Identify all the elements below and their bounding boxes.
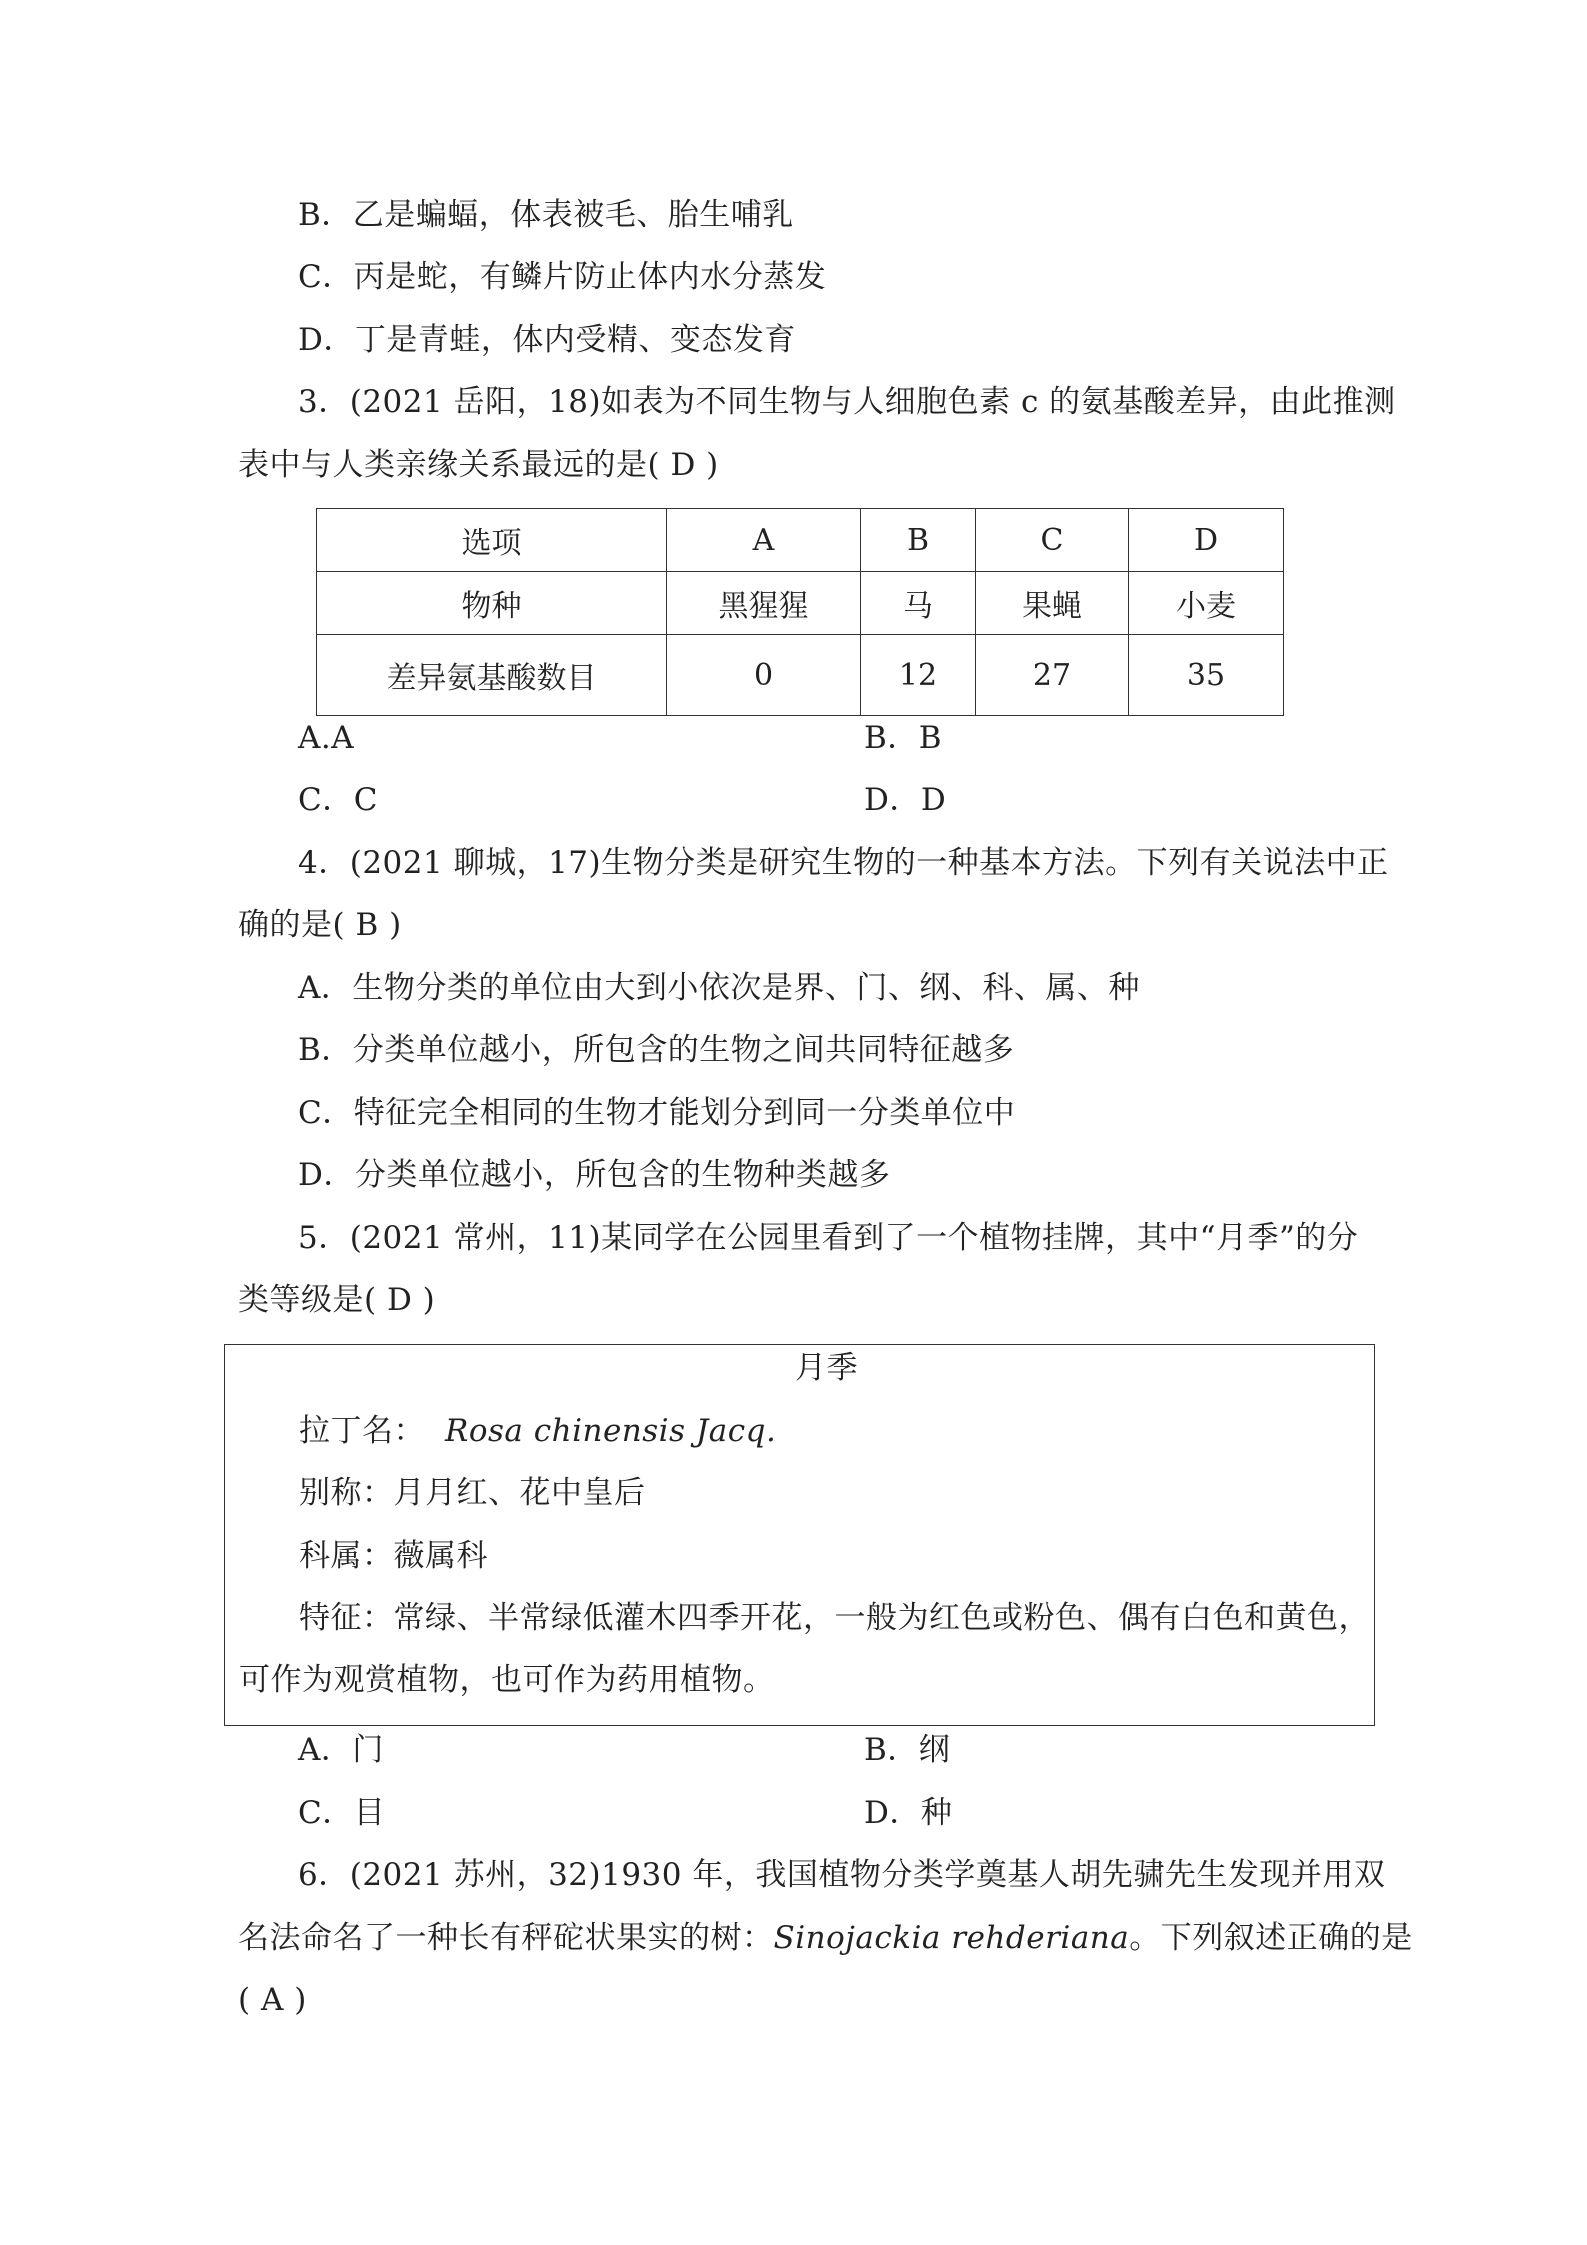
q2-option-d: D．丁是青蛙，体内受精、变态发育: [298, 322, 796, 358]
table-row-header: 物种: [317, 572, 667, 635]
table-cell: 27: [976, 635, 1129, 716]
q2-option-b: B．乙是蝙蝠，体表被毛、胎生哺乳: [298, 197, 794, 233]
table-cell: 0: [667, 635, 861, 716]
table-row: [317, 635, 1284, 716]
table-cell: 12: [861, 635, 976, 716]
table-cell: C: [976, 509, 1129, 572]
q6-line2-suffix: 。下列叙述正确的是: [1129, 1920, 1413, 1956]
q4-stem-line1: 4．(2021 聊城，17)生物分类是研究生物的一种基本方法。下列有关说法中正: [298, 845, 1389, 881]
table-cell: 马: [861, 572, 976, 635]
q3-choice-b: B．B: [864, 720, 943, 756]
q4-option-a: A．生物分类的单位由大到小依次是界、门、纲、科、属、种: [298, 970, 1140, 1006]
q4-option-c: C．特征完全相同的生物才能划分到同一分类单位中: [298, 1095, 1016, 1131]
q6-stem-line2: [238, 1918, 1413, 1958]
table-row: [317, 509, 1284, 572]
q5-choice-a: A．门: [298, 1732, 384, 1768]
latin-name: Rosa chinensis Jacq.: [445, 1413, 777, 1449]
family-row: 科属：薇属科: [299, 1538, 488, 1574]
q6-latin-name: Sinojackia rehderiana: [773, 1920, 1130, 1956]
alias-row: 别称：月月红、花中皇后: [299, 1475, 646, 1511]
q6-stem-line1: 6．(2021 苏州，32)1930 年，我国植物分类学奠基人胡先骕先生发现并用双: [298, 1857, 1386, 1893]
table-row-header: 选项: [317, 509, 667, 572]
table-cell: 黑猩猩: [667, 572, 861, 635]
table-cell: 小麦: [1129, 572, 1284, 635]
q3-stem-line2: 表中与人类亲缘关系最远的是( D ): [238, 447, 719, 483]
q6-line2-prefix: 名法命名了一种长有秤砣状果实的树：: [238, 1920, 774, 1956]
table-cell: D: [1129, 509, 1284, 572]
q3-choice-a: A.A: [298, 720, 355, 756]
q2-option-c: C．丙是蛇，有鳞片防止体内水分蒸发: [298, 259, 827, 295]
q4-stem-line2: 确的是( B ): [238, 907, 402, 943]
q3-stem-line1: 3．(2021 岳阳，18)如表为不同生物与人细胞色素 c 的氨基酸差异，由此推测: [298, 384, 1396, 420]
table-cell: B: [861, 509, 976, 572]
table-cell: 35: [1129, 635, 1284, 716]
feature-row-2: 可作为观赏植物，也可作为药用植物。: [239, 1662, 775, 1698]
plant-label-title: 月季: [795, 1350, 858, 1386]
q5-stem-line2: 类等级是( D ): [238, 1282, 436, 1318]
q6-stem-line3: ( A ): [238, 1982, 307, 2018]
table-cell: 果蝇: [976, 572, 1129, 635]
table-row: [317, 572, 1284, 635]
q4-option-b: B．分类单位越小，所包含的生物之间共同特征越多: [298, 1032, 1015, 1068]
q5-choice-d: D．种: [864, 1795, 953, 1831]
q5-stem-line1: 5．(2021 常州，11)某同学在公园里看到了一个植物挂牌，其中“月季”的分: [298, 1220, 1359, 1256]
q3-choice-d: D．D: [864, 782, 947, 818]
table-row-header: 差异氨基酸数目: [317, 635, 667, 716]
table-cell: A: [667, 509, 861, 572]
q5-choice-b: B．纲: [864, 1732, 951, 1768]
amino-acid-table: [316, 508, 1284, 716]
feature-row-1: 特征：常绿、半常绿低灌木四季开花，一般为红色或粉色、偶有白色和黄色，: [299, 1600, 1370, 1636]
q5-choice-c: C．目: [298, 1795, 386, 1831]
latin-name-row: [299, 1411, 776, 1451]
latin-name-label: 拉丁名：: [299, 1413, 425, 1449]
q3-choice-c: C．C: [298, 782, 378, 818]
plant-label-box: [224, 1344, 1375, 1726]
q4-option-d: D．分类单位越小，所包含的生物种类越多: [298, 1157, 891, 1193]
